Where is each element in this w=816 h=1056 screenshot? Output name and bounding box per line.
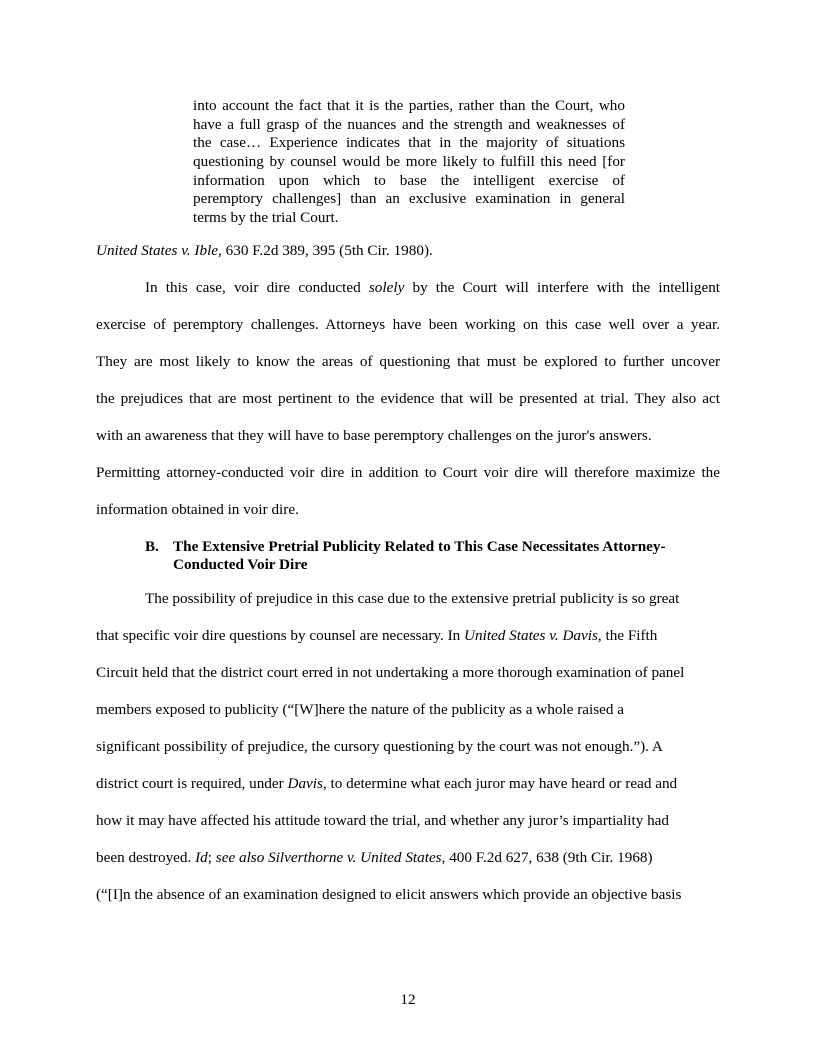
citation-ible: [96, 242, 433, 260]
block-quote: [193, 97, 625, 228]
paragraph-2-line: Circuit held that the district court erred in not undertaking a more thorough examination of panel: [96, 664, 685, 681]
citation-text: , 630 F.2d 389, 395 (5th Cir. 1980).: [218, 242, 433, 259]
block-quote-line: information upon which to base the intelligent exercise of: [193, 171, 625, 189]
paragraph-1-line: They are most likely to know the areas of questioning that must be explored to further uncover: [96, 353, 720, 370]
case-name: see also Silverthorne v. United States: [215, 849, 442, 866]
text-run: been destroyed.: [96, 849, 196, 866]
paragraph-2-line: [96, 627, 657, 645]
paragraph-1-line: exercise of peremptory challenges. Attorneys have been working on this case well over a year.: [96, 316, 720, 333]
heading-letter: B.: [145, 538, 159, 555]
paragraph-1-line: the prejudices that are most pertinent to the evidence that will be presented at trial. They also act: [96, 390, 720, 407]
paragraph-1-line: Permitting attorney-conducted voir dire in addition to Court voir dire will therefore maximize the: [96, 464, 720, 481]
block-quote-line: peremptory challenges] than an exclusive examination in general: [193, 190, 625, 208]
block-quote-line: have a full grasp of the nuances and the strength and weaknesses of: [193, 115, 625, 133]
paragraph-1-line: with an awareness that they will have to base peremptory challenges on the juror's answers.: [96, 427, 652, 444]
heading-text: Conducted Voir Dire: [173, 556, 308, 573]
paragraph-1-line: information obtained in voir dire.: [96, 501, 299, 518]
block-quote-line: the case… Experience indicates that in the majority of situations: [193, 134, 625, 152]
page-number: 12: [400, 991, 416, 1008]
paragraph-2-line: significant possibility of prejudice, the cursory questioning by the court was not enough.”). A: [96, 738, 663, 755]
section-heading-b: [145, 538, 666, 574]
emphasis: solely: [368, 279, 405, 296]
case-name: United States v. Davis: [464, 627, 598, 644]
block-quote-line: questioning by counsel would be more likely to fulfill this need [for: [193, 153, 625, 171]
paragraph-1-line: [145, 279, 720, 297]
paragraph-2-line: (“[I]n the absence of an examination designed to elicit answers which provide an objective basis: [96, 886, 682, 903]
text-run: ;: [207, 849, 216, 866]
block-quote-line: into account the fact that it is the parties, rather than the Court, who: [193, 97, 625, 114]
paragraph-2-line: how it may have affected his attitude toward the trial, and whether any juror’s impartiality had: [96, 812, 670, 829]
paragraph-2-line: The possibility of prejudice in this case due to the extensive pretrial publicity is so great: [145, 590, 680, 607]
paragraph-2-line: members exposed to publicity (“[W]here the nature of the publicity as a whole raised a: [96, 701, 624, 718]
paragraph-2-line: [96, 849, 653, 867]
block-quote-line: terms by the trial Court.: [193, 209, 339, 227]
case-name: Davis: [287, 775, 323, 792]
paragraph-2-line: [96, 775, 677, 793]
text-run: by the Court will interfere with the intelligent: [404, 279, 721, 296]
text-run: that specific voir dire questions by counsel are necessary. In: [96, 627, 465, 644]
text-run: , to determine what each juror may have heard or read and: [322, 775, 678, 792]
text-run: , 400 F.2d 627, 638 (9th Cir. 1968): [441, 849, 653, 866]
text-run: In this case, voir dire conducted: [145, 279, 369, 296]
id-signal: Id: [195, 849, 208, 866]
case-name: United States v. Ible: [96, 242, 219, 259]
heading-text: The Extensive Pretrial Publicity Related to This Case Necessitates Attorney-: [173, 538, 666, 555]
text-run: district court is required, under: [96, 775, 288, 792]
text-run: , the Fifth: [597, 627, 658, 644]
